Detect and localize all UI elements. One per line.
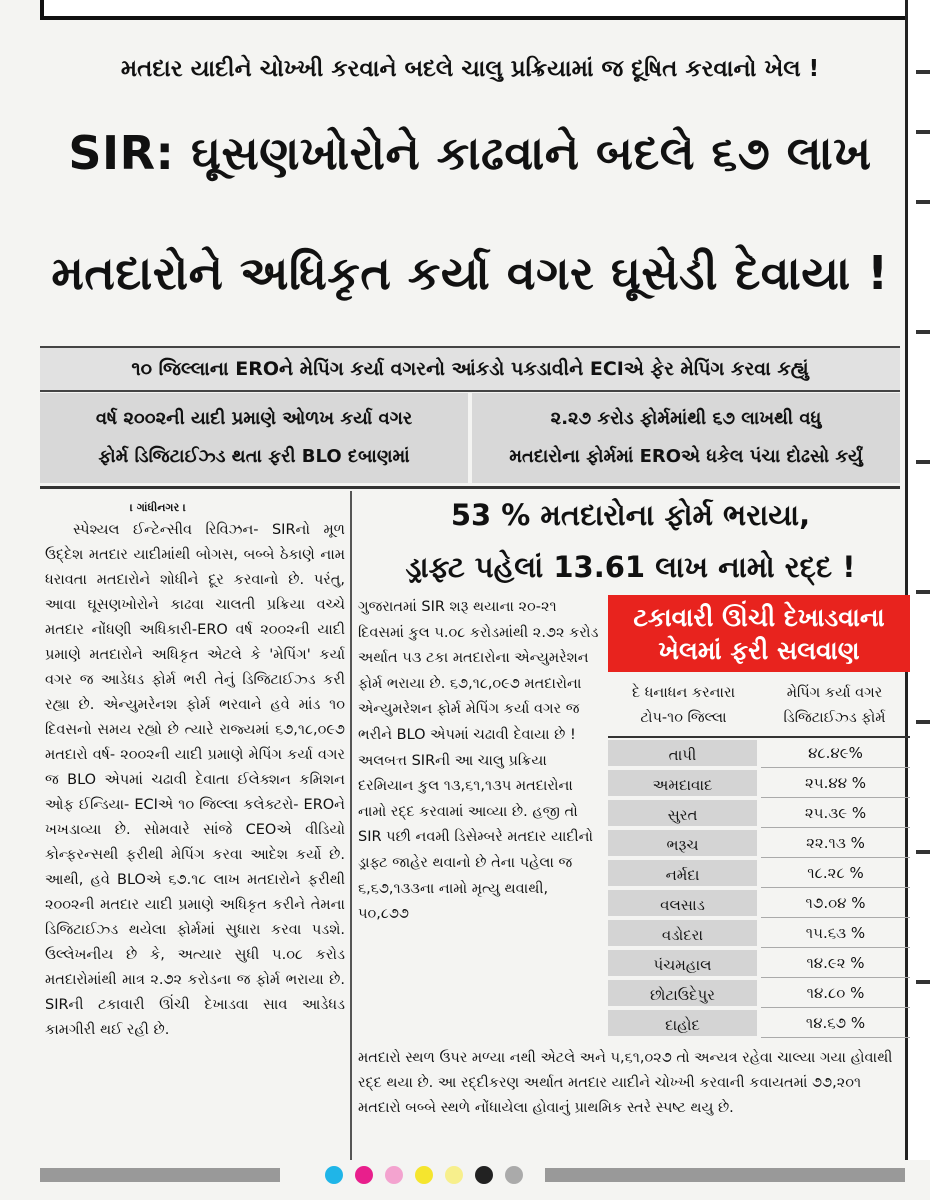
district-value: ૧૫.૬૩ %: [761, 918, 910, 948]
print-registration-strip: [0, 1160, 930, 1200]
table-row: [608, 888, 910, 918]
left-column-text: [45, 518, 345, 1043]
top-frame: [40, 0, 910, 20]
subpoint-left-line-2: ફોર્મ ડિજિટાઈઝ્ડ થતા ફરી BLO દબાણમાં: [98, 446, 410, 467]
district-name: સુરત: [608, 800, 757, 826]
red-banner-line-2: ખેલમાં ફરી સલવાણ: [658, 635, 860, 665]
red-banner: [608, 595, 910, 672]
news-article: [40, 28, 900, 1158]
district-name: અમદાવાદ: [608, 770, 757, 796]
cyan-dot: [325, 1166, 343, 1184]
subpoint-right-line-1: ૨.૨૭ કરોડ ફોર્મમાંથી ૬૭ લાખથી વધુ: [550, 408, 822, 429]
table-row: [608, 858, 910, 888]
subpoint-left: [40, 393, 468, 483]
header-district: દે ધનાધન કરનારા ટોપ-૧૦ જિલ્લા: [631, 685, 736, 726]
district-value: ૧૮.૨૮ %: [761, 858, 910, 888]
subpoint-right-line-2: મતદારોના ફોર્મમાં EROએ ધકેલ પંચા દોઢસો કર્યું: [509, 446, 863, 467]
district-name: તાપી: [608, 740, 757, 766]
district-name: પંચમહાલ: [608, 950, 757, 976]
middle-column-text: ગુજરાતમાં SIR શરૂ થયાના ૨૦-૨૧ દિવસમાં કુલ ૫.૦૮ કરોડમાંથી ૨.૭૨ કરોડ અર્થાત ૫૩ ટકા મતદારોના એન્યુમરેશન ફોર્મ ભરાયા છે. ૬૭,૧૮,૦૯૭ મતદારોના એન્યુમરેશન ફોર્મ મેપિંગ કર્યા વગર જ ભરીને BLO એપમાં ચઢાવી દેવાયા છે ! અલબત્ત SIRની આ ચાલુ પ્રક્રિયા દરમિયાન કુલ ૧૩,૬૧,૧૩૫ મતદારોના નામો રદ્દ કરવામાં આવ્યા છે. હજી તો SIR પછી નવમી ડિસેમ્બરે મતદાર યાદીનો ડ્રાફ્ટ જાહેર થવાનો છે તેના પહેલા જ ૬,૬૭,૧૩૩ના નામો મૃત્યુ થવાથી, ૫૦,૮૭૭: [358, 599, 599, 923]
table-row: [608, 768, 910, 798]
subpoint-left-line-1: વર્ષ ૨૦૦૨ની યાદી પ્રમાણે ઓળખ કર્યા વગર: [95, 408, 413, 429]
table-row: [608, 948, 910, 978]
headline-line-2: મતદારોને અધિકૃત કર્યા વગર ઘૂસેડી દેવાયા !: [51, 246, 889, 300]
yellow-dot: [415, 1166, 433, 1184]
bottom-wide-text: મતદારો સ્થળ ઉપર મળ્યા નથી એટલે અને ૫,૬૧,૦૨૭ તો અન્યત્ર રહેવા ચાલ્યા ગયા હોવાથી રદ્દ થયા છે. આ રદ્દીકરણ અર્થાત મતદાર યાદીને ચોખ્ખી કરવાની કવાયતમાં ૭૭,૨૦૧ મતદારો બબ્બે સ્થળે નોંધાયેલા હોવાનું પ્રાથમિક સ્તરે સ્પષ્ટ થયુ છે.: [358, 1050, 893, 1116]
header-value: મેપિંગ કર્યા વગર ડિજિટાઈઝ્ડ ફોર્મ: [783, 685, 886, 726]
table-row: [608, 918, 910, 948]
table-row: [608, 738, 910, 768]
district-value: ૧૭.૦૪ %: [761, 888, 910, 918]
district-name: ભરૂચ: [608, 830, 757, 856]
district-value: ૧૪.૯૨ %: [761, 948, 910, 978]
district-value: ૧૪.૬૭ %: [761, 1008, 910, 1038]
district-value: ૧૪.૮૦ %: [761, 978, 910, 1008]
left-column-paragraph: સ્પેશ્યલ ઈન્ટેન્સીવ રિવિઝન- SIRનો મૂળ ઉદ્દેશ મતદાર યાદીમાંથી બોગસ, બબ્બે ઠેકાણે નામ ધરાવતા મતદારોને શોધીને દૂર કરવાનો છે. પરંતુ, આવા ઘૂસણખોરોને કાઢવા ચાલતી પ્રક્રિયા વચ્ચે મતદાર નોંધણી અધિકારી-ERO વર્ષ ૨૦૦૨ની યાદી પ્રમાણે મતદારોને અધિકૃત એટલે કે 'મેપિંગ' કર્યા વગર જ આડેધડ ફોર્મ ભરી તેનું ડિજિટાઈઝ્ડ કરી રહ્યા છે. એન્યુમરેનશ ફોર્મ ભરવાને હવે માંડ ૧૦ દિવસનો સમય રહ્યો છે ત્યારે રાજ્યમાં ૬૭,૧૮,૦૯૭ મતદારો વર્ષ- ૨૦૦૨ની યાદી પ્રમાણે મેપિંગ કર્યા વગર જ BLO એપમાં ચઢાવી દેવાતા ઈલેક્શન કમિશન ઓફ ઈન્ડિયા- ECIએ ૧૦ જિલ્લા કલેક્ટરો- EROને ખખડાવ્યા છે. સોમવારે સાંજે CEOએ વીડિયો કોન્ફરન્સથી ફરીથી મેપિંગ કરવા આદેશ કર્યો છે. આથી, હવે BLOએ ૬૭.૧૮ લાખ મતદારોને ફરીથી ૨૦૦૨ની મતદાર યાદી પ્રમાણે અધિકૃત કરીને તેમના ડિજિટાઈઝ્ડ થયેલા ફોર્મમાં સુધારા કરવા પડશે. ઉલ્લેખનીય છે કે, અત્યાર સુધી ૫.૦૮ કરોડ મતદારોમાંથી માત્ર ૨.૭૨ કરોડના જ ફોર્મ ભરાયા છે. SIRની ટકાવારી ઊંચી દેખાડવા સાવ આડેધડ કામગીરી થઈ રહી છે.: [45, 522, 345, 1038]
district-name: વલસાડ: [608, 890, 757, 916]
table-row: [608, 1008, 910, 1038]
light-yellow-dot: [445, 1166, 463, 1184]
district-value: ૨૫.૪૪ %: [761, 768, 910, 798]
gray-bar-left: [40, 1168, 280, 1182]
table-row: [608, 978, 910, 1008]
kicker-line: મતદાર યાદીને ચોખ્ખી કરવાને બદલે ચાલુ પ્રક્રિયામાં જ દૂષિત કરવાનો ખેલ !: [120, 56, 820, 82]
magenta-dot: [355, 1166, 373, 1184]
district-name: વડોદરા: [608, 920, 757, 946]
red-banner-line-1: ટકાવારી ઊંચી દેખાડવાના: [633, 602, 885, 632]
box-headline-line-1: 53 % મતદારોના ફોર્મ ભરાયા,: [450, 498, 811, 532]
district-value: ૨૨.૧૩ %: [761, 828, 910, 858]
column-divider: [350, 491, 352, 1171]
district-table: [608, 676, 910, 1038]
table-row: [608, 828, 910, 858]
black-dot: [475, 1166, 493, 1184]
pink-dot: [385, 1166, 403, 1184]
dateline: । ગાંધીનગર ।: [130, 501, 186, 514]
table-row: [608, 798, 910, 828]
gray-dot: [505, 1166, 523, 1184]
district-name: દાહોદ: [608, 1010, 757, 1036]
district-name: નર્મદા: [608, 860, 757, 886]
district-value: ૨૫.૩૯ %: [761, 798, 910, 828]
gray-bar-right: [545, 1168, 905, 1182]
district-name: છોટાઉદેપુર: [608, 980, 757, 1006]
subpoint-right: [472, 393, 900, 483]
subheadline-bar: ૧૦ જિલ્લાના EROને મેપિંગ કર્યા વગરનો આંકડો પકડાવીને ECIએ ફેર મેપિંગ કરવા કહ્યું: [40, 346, 900, 392]
district-value: ૪૮.૪૯%: [761, 738, 910, 768]
box-headline-line-2: ડ્રાફ્ટ પહેલાં 13.61 લાખ નામો રદ્દ !: [405, 550, 856, 584]
section-divider: [40, 486, 900, 489]
headline-line-1: SIR: ઘૂસણખોરોને કાઢવાને બદલે ૬૭ લાખ: [68, 126, 872, 180]
table-header: [608, 676, 910, 738]
